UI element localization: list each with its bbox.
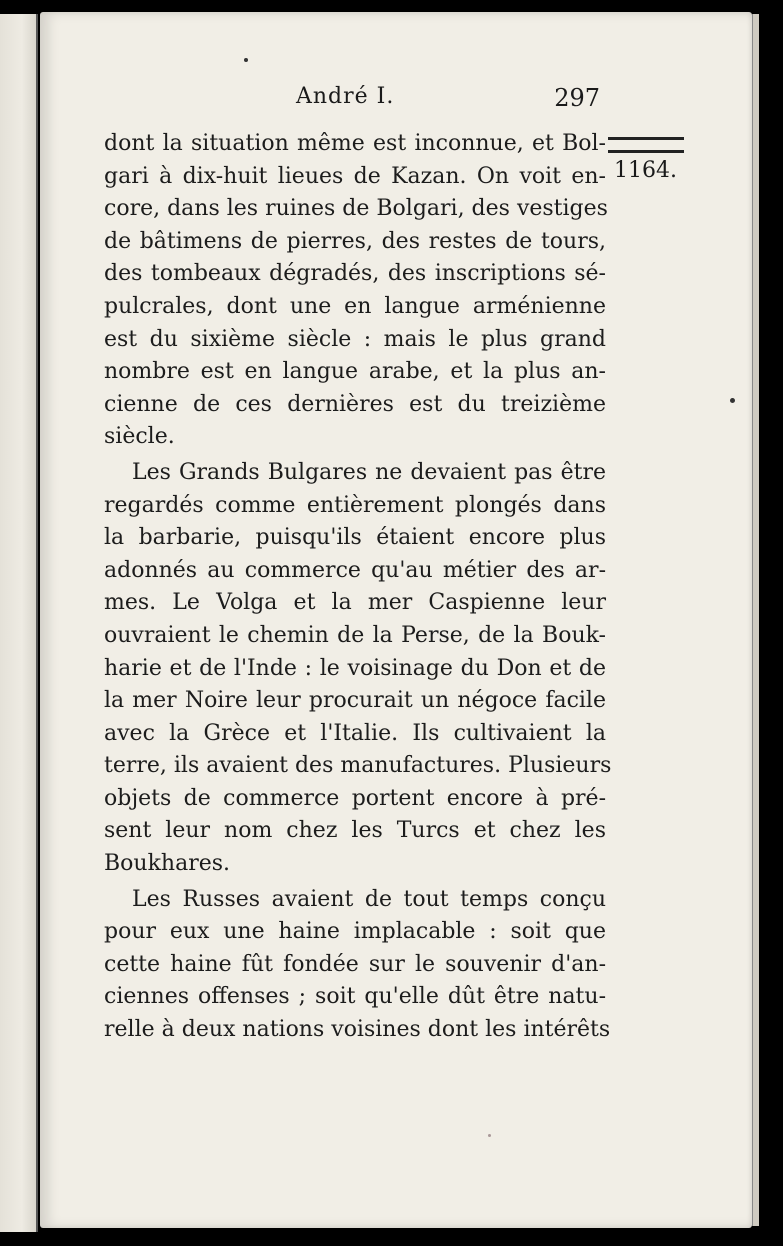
text-line: Les Russes avaient de tout temps conçu: [132, 886, 606, 912]
text-line: sent leur nom chez les Turcs et chez les: [104, 818, 606, 844]
text-line: relle à deux nations voisines dont les intérêts: [104, 1017, 611, 1043]
text-line: ciennes offenses ; soit qu'elle dût être natu-: [104, 984, 606, 1010]
text-line: Boukhares.: [104, 851, 231, 877]
text-line: Les Grands Bulgares ne devaient pas être: [132, 459, 606, 485]
text-line: cienne de ces dernières est du treizième: [104, 391, 606, 417]
margin-year: 1164.: [614, 158, 677, 183]
ink-speck: [488, 1134, 491, 1137]
page-header: [104, 84, 604, 114]
text-line: nombre est en langue arabe, et la plus an-: [104, 359, 606, 385]
text-line: dont la situation même est inconnue, et Bol-: [104, 131, 606, 156]
paragraph-2: [104, 457, 612, 881]
text-line: cette haine fût fondée sur le souvenir d'an-: [104, 951, 606, 977]
paragraph-1: [104, 128, 606, 454]
facing-page-edge: [0, 14, 38, 1232]
page-edge-strip: [752, 14, 759, 1226]
margin-rule: [608, 137, 684, 153]
text-line: harie et de l'Inde : le voisinage du Don et de: [104, 655, 606, 681]
page-number: 297: [554, 84, 600, 112]
text-line: gari à dix-huit lieues de Kazan. On voit en-: [104, 163, 606, 189]
text-line: la mer Noire leur procurait un négoce facile: [104, 688, 606, 714]
text-line: de bâtimens de pierres, des restes de tours,: [104, 228, 606, 254]
text-line: pulcrales, dont une en langue arménienne: [104, 293, 606, 319]
ink-speck: [730, 398, 735, 403]
text-line: ouvraient le chemin de la Perse, de la Bouk-: [104, 622, 606, 648]
text-line: des tombeaux dégradés, des inscriptions sé-: [104, 261, 606, 287]
text-line: est du sixième siècle : mais le plus grand: [104, 326, 606, 352]
running-title: André I.: [296, 84, 395, 109]
text-line: siècle.: [104, 424, 175, 450]
text-line: core, dans les ruines de Bolgari, des vestiges: [104, 196, 608, 222]
text-line: terre, ils avaient des manufactures. Plusieurs: [104, 753, 612, 779]
text-line: mes. Le Volga et la mer Caspienne leur: [104, 590, 606, 616]
body-text: [104, 128, 612, 1047]
text-line: la barbarie, puisqu'ils étaient encore plus: [104, 525, 606, 551]
text-line: pour eux une haine implacable : soit que: [104, 919, 606, 945]
text-line: adonnés au commerce qu'au métier des ar-: [104, 557, 606, 583]
paragraph-3: [104, 884, 611, 1047]
ink-speck: [244, 58, 248, 62]
text-line: avec la Grèce et l'Italie. Ils cultivaient la: [104, 720, 606, 746]
text-line: regardés comme entièrement plongés dans: [104, 492, 606, 518]
text-line: objets de commerce portent encore à pré-: [104, 785, 606, 811]
